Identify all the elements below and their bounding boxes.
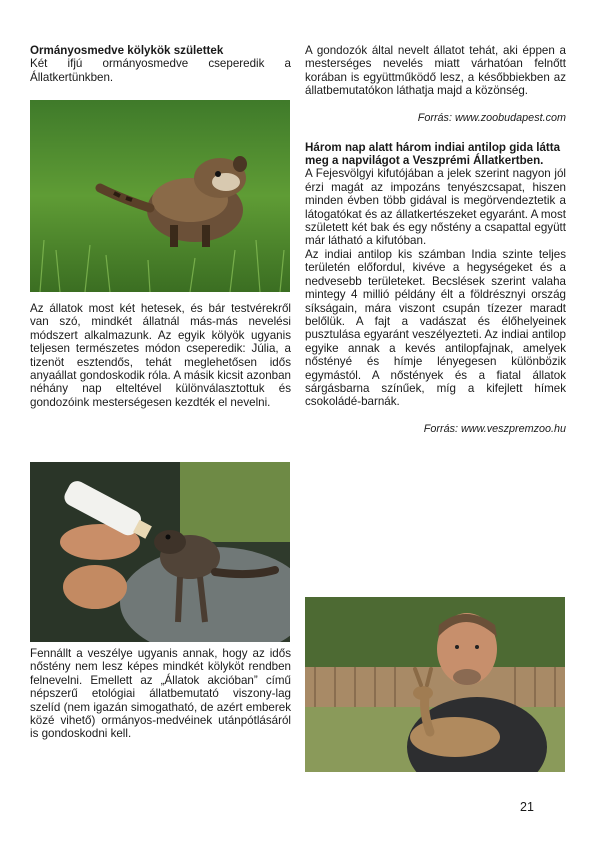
page-number: 21 [520, 800, 534, 814]
coati-in-grass-photo [30, 100, 290, 292]
keeper-with-antelope-photo [305, 597, 565, 772]
article-paragraph-1: Az állatok most két hetesek, és bár testvérekről van szó, mindkét állatnál más-más nevelési módszert alkalmazunk. Az egyik kölyök ugyanis teljesen természetes módon cseperedik: Júlia, a tizenöt esztendős, tehát meglehetősen idős anyaállat gondoskodik róla. A másik kicsit azonban néhány nap elteltével különválasztottuk és gondozóink mesterségesen kezdték el nevelni. [30, 302, 291, 409]
left-column-bottom [30, 647, 291, 741]
article-heading-coati: Ormányosmedve kölykök születtek [30, 44, 224, 57]
bottle-feeding-photo [30, 462, 290, 642]
article-intro: Két ifjú ormányosmedve cseperedik a Állatkertünkben. [30, 57, 291, 84]
left-column [30, 44, 291, 84]
left-column-lower [30, 302, 291, 409]
right-column [305, 44, 566, 436]
article-paragraph-top: A gondozók által nevelt állatot tehát, aki éppen a mesterséges nevelés miatt várhatóan felnőtt korában is együttműködő lesz, a későbbiekben az állatbemutatókon láthatja majd a közönség. [305, 44, 566, 98]
article-paragraph-antelope-1: A Fejesvölgyi kifutójában a jelek szerint nagyon jól érzi magát az impozáns tenyészcsapat, hiszen minden évben több gidával is megörvendeztetik a látogatókat és az állatkertészeket egyaránt. A most született két bak és egy nőstény a csapattal együtt már látható a kifutóban. [305, 167, 567, 248]
article-paragraph-2: Fennállt a veszélye ugyanis annak, hogy az idős nőstény nem lesz képes mindkét kölyköt rendben felnevelni. Emellett az „Állatok akcióban” című népszerű etológiai állatbemutató viszony-lag szelíd (nem igazán simogatható, de azért emberek közé vihető) ormányos-medvéinek utánpótlásáról is gondoskodni kell. [30, 647, 291, 741]
source-zoobudapest: Forrás: www.zoobudapest.com [417, 111, 566, 124]
article-paragraph-antelope-2: Az indiai antilop kis számban India szinte teljes területén előfordul, kivéve a hegységeket és a nedvesebb területeket. Becslések szerint valaha mintegy 4 millió példány élt a földrésznyi ország síkságain, mára viszont csupán tízezer maradt belőlük. A fajt a vadászat és élőhelyeinek pusztulása egyaránt veszélyezteti. Az indiai antilop egyike annak a kevés antilopfajnak, amelyek nőstényé és hímje lényegesen különbözik egymástól. A nőstények és a fiatal állatok sárgásbarna színűek, míg a kifejlett hímek csokoládé-barnák. [305, 247, 566, 409]
source-veszpremzoo: Forrás: www.veszpremzoo.hu [423, 422, 566, 435]
article-heading-antelope: Három nap alatt három indiai antilop gida látta meg a napvilágot a Veszprémi Állatkertben. [305, 140, 561, 168]
